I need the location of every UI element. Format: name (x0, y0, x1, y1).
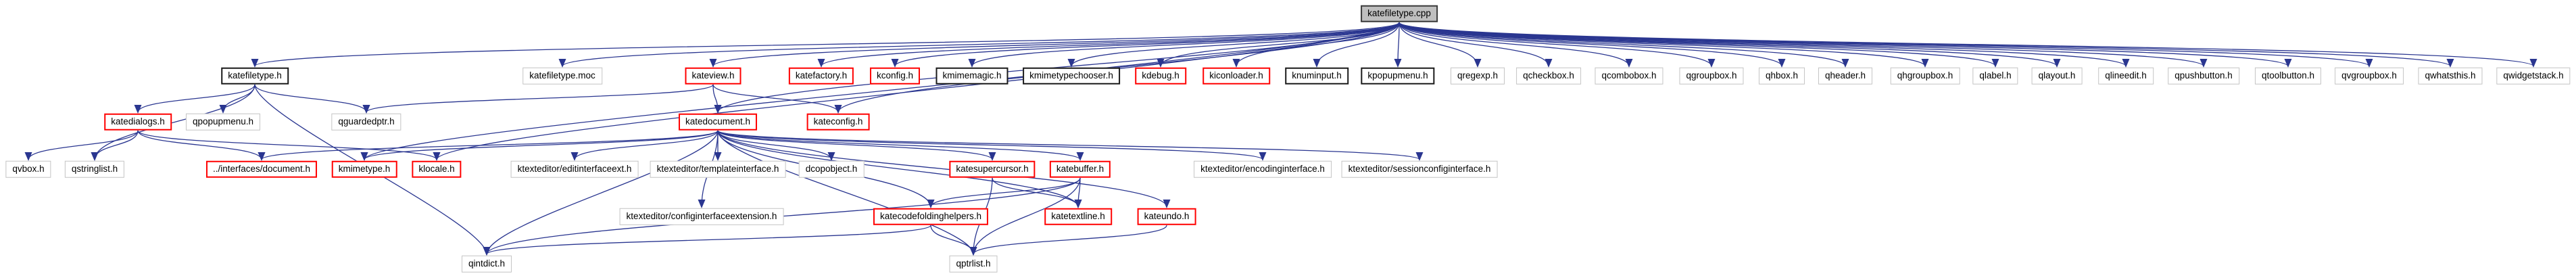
graph-node-interfaces_document_h[interactable]: ../interfaces/document.h (206, 161, 317, 178)
graph-node-katedocument_h[interactable]: katedocument.h (679, 114, 757, 131)
graph-node-encodinginterface_h: ktexteditor/encodinginterface.h (1194, 161, 1332, 178)
graph-node-qvgroupbox_h: qvgroupbox.h (2335, 68, 2404, 85)
graph-node-qlineedit_h: qlineedit.h (2098, 68, 2154, 85)
include-edge-katefiletype_cpp--qlineedit_h (1399, 22, 2126, 66)
graph-node-kmimetypechooser_h[interactable]: kmimetypechooser.h (1023, 68, 1120, 85)
graph-node-kateconfig_h[interactable]: kateconfig.h (807, 114, 870, 131)
include-edge-katecodefoldinghelpers_h--qintdict_h (487, 225, 931, 254)
graph-node-katetextline_h[interactable]: katetextline.h (1044, 208, 1112, 225)
include-edge-katefiletype_cpp--katefiletype_moc (562, 22, 1399, 66)
graph-node-kconfig_h[interactable]: kconfig.h (870, 68, 920, 85)
graph-node-qptrlist_h: qptrlist.h (949, 256, 997, 273)
include-edge-katefiletype_cpp--qtoolbutton_h (1399, 22, 2288, 66)
graph-node-qgroupbox_h: qgroupbox.h (1679, 68, 1743, 85)
include-edge-katedocument_h--qintdict_h (487, 131, 718, 254)
graph-node-configinterfaceextension_h: ktexteditor/configinterfaceextension.h (620, 208, 784, 225)
graph-node-qtoolbutton_h: qtoolbutton.h (2255, 68, 2321, 85)
graph-node-templateinterface_h: ktexteditor/templateinterface.h (650, 161, 786, 178)
graph-node-knuminput_h[interactable]: knuminput.h (1285, 68, 1348, 85)
graph-node-kmimemagic_h[interactable]: kmimemagic.h (935, 68, 1008, 85)
graph-node-kateview_h[interactable]: kateview.h (685, 68, 741, 85)
include-edge-katedocument_h--editinterfaceext_h (575, 131, 718, 160)
graph-node-qlayout_h: qlayout.h (2032, 68, 2083, 85)
include-edge-katecodefoldinghelpers_h--qptrlist_h (931, 225, 973, 254)
include-edge-katefiletype_h--katedialogs_h (138, 85, 255, 112)
graph-node-katefiletype_h[interactable]: katefiletype.h (221, 68, 289, 85)
graph-node-qhgroupbox_h: qhgroupbox.h (1891, 68, 1960, 85)
graph-node-kpopupmenu_h[interactable]: kpopupmenu.h (1361, 68, 1434, 85)
graph-node-qlabel_h: qlabel.h (1972, 68, 2018, 85)
graph-node-kdebug_h[interactable]: kdebug.h (1135, 68, 1186, 85)
graph-node-katefiletype_moc: katefiletype.moc (523, 68, 602, 85)
graph-node-dcopobject_h: dcopobject.h (799, 161, 865, 178)
graph-node-kiconloader_h[interactable]: kiconloader.h (1202, 68, 1270, 85)
include-edge-katefiletype_cpp--qpushbutton_h (1399, 22, 2204, 66)
include-edge-katedialogs_h--klocale_h (138, 131, 437, 160)
graph-node-klocale_h[interactable]: klocale.h (412, 161, 461, 178)
graph-node-katecodefoldinghelpers_h[interactable]: katecodefoldinghelpers.h (873, 208, 988, 225)
graph-node-qwidgetstack_h: qwidgetstack.h (2496, 68, 2570, 85)
include-edge-kateview_h--qguardedptr_h (366, 85, 713, 112)
graph-node-qhbox_h: qhbox.h (1759, 68, 1805, 85)
include-edge-katedocument_h--katesupercursor_h (718, 131, 992, 160)
graph-node-katefactory_h[interactable]: katefactory.h (789, 68, 854, 85)
include-edge-katedocument_h--encodinginterface_h (718, 131, 1263, 160)
graph-node-qpopupmenu_h: qpopupmenu.h (186, 114, 260, 131)
graph-node-qcheckbox_h: qcheckbox.h (1516, 68, 1581, 85)
graph-node-qregexp_h: qregexp.h (1451, 68, 1505, 85)
include-edge-katefiletype_cpp--kmimemagic_h (972, 22, 1399, 66)
include-edge-kateview_h--kateconfig_h (713, 85, 838, 112)
include-edge-katefiletype_h--qpopupmenu_h (223, 85, 255, 112)
graph-node-katedialogs_h[interactable]: katedialogs.h (104, 114, 172, 131)
include-edge-katefiletype_cpp--kpopupmenu_h (1398, 22, 1399, 66)
include-edge-kateundo_h--qptrlist_h (973, 225, 1167, 254)
include-edge-katefiletype_h--qguardedptr_h (255, 85, 366, 112)
graph-node-editinterfaceext_h: ktexteditor/editinterfaceext.h (511, 161, 639, 178)
graph-node-qpushbutton_h: qpushbutton.h (2168, 68, 2239, 85)
graph-node-qheader_h: qheader.h (1818, 68, 1872, 85)
include-edge-katedialogs_h--qvbox_h (28, 131, 138, 160)
graph-node-qstringlist_h: qstringlist.h (65, 161, 124, 178)
include-edge-katedocument_h--kmimetype_h (364, 131, 718, 160)
graph-node-qguardedptr_h: qguardedptr.h (331, 114, 401, 131)
include-edge-katefiletype_cpp--qwidgetstack_h (1399, 22, 2533, 66)
include-edge-katefiletype_cpp--katefiletype_h (255, 22, 1399, 66)
root-node-katefiletype_cpp: katefiletype.cpp (1361, 5, 1438, 22)
graph-node-katesupercursor_h[interactable]: katesupercursor.h (949, 161, 1035, 178)
graph-node-qcombobox_h: qcombobox.h (1595, 68, 1663, 85)
graph-node-kmimetype_h[interactable]: kmimetype.h (332, 161, 397, 178)
graph-node-katebuffer_h[interactable]: katebuffer.h (1050, 161, 1111, 178)
include-edge-katedialogs_h--interfaces_document_h (138, 131, 262, 160)
graph-node-qwhatsthis_h: qwhatsthis.h (2418, 68, 2482, 85)
graph-node-sessionconfiginterface_h: ktexteditor/sessionconfiginterface.h (1342, 161, 1498, 178)
graph-node-qintdict_h: qintdict.h (462, 256, 512, 273)
graph-node-kateundo_h[interactable]: kateundo.h (1138, 208, 1196, 225)
graph-node-qvbox_h: qvbox.h (5, 161, 51, 178)
